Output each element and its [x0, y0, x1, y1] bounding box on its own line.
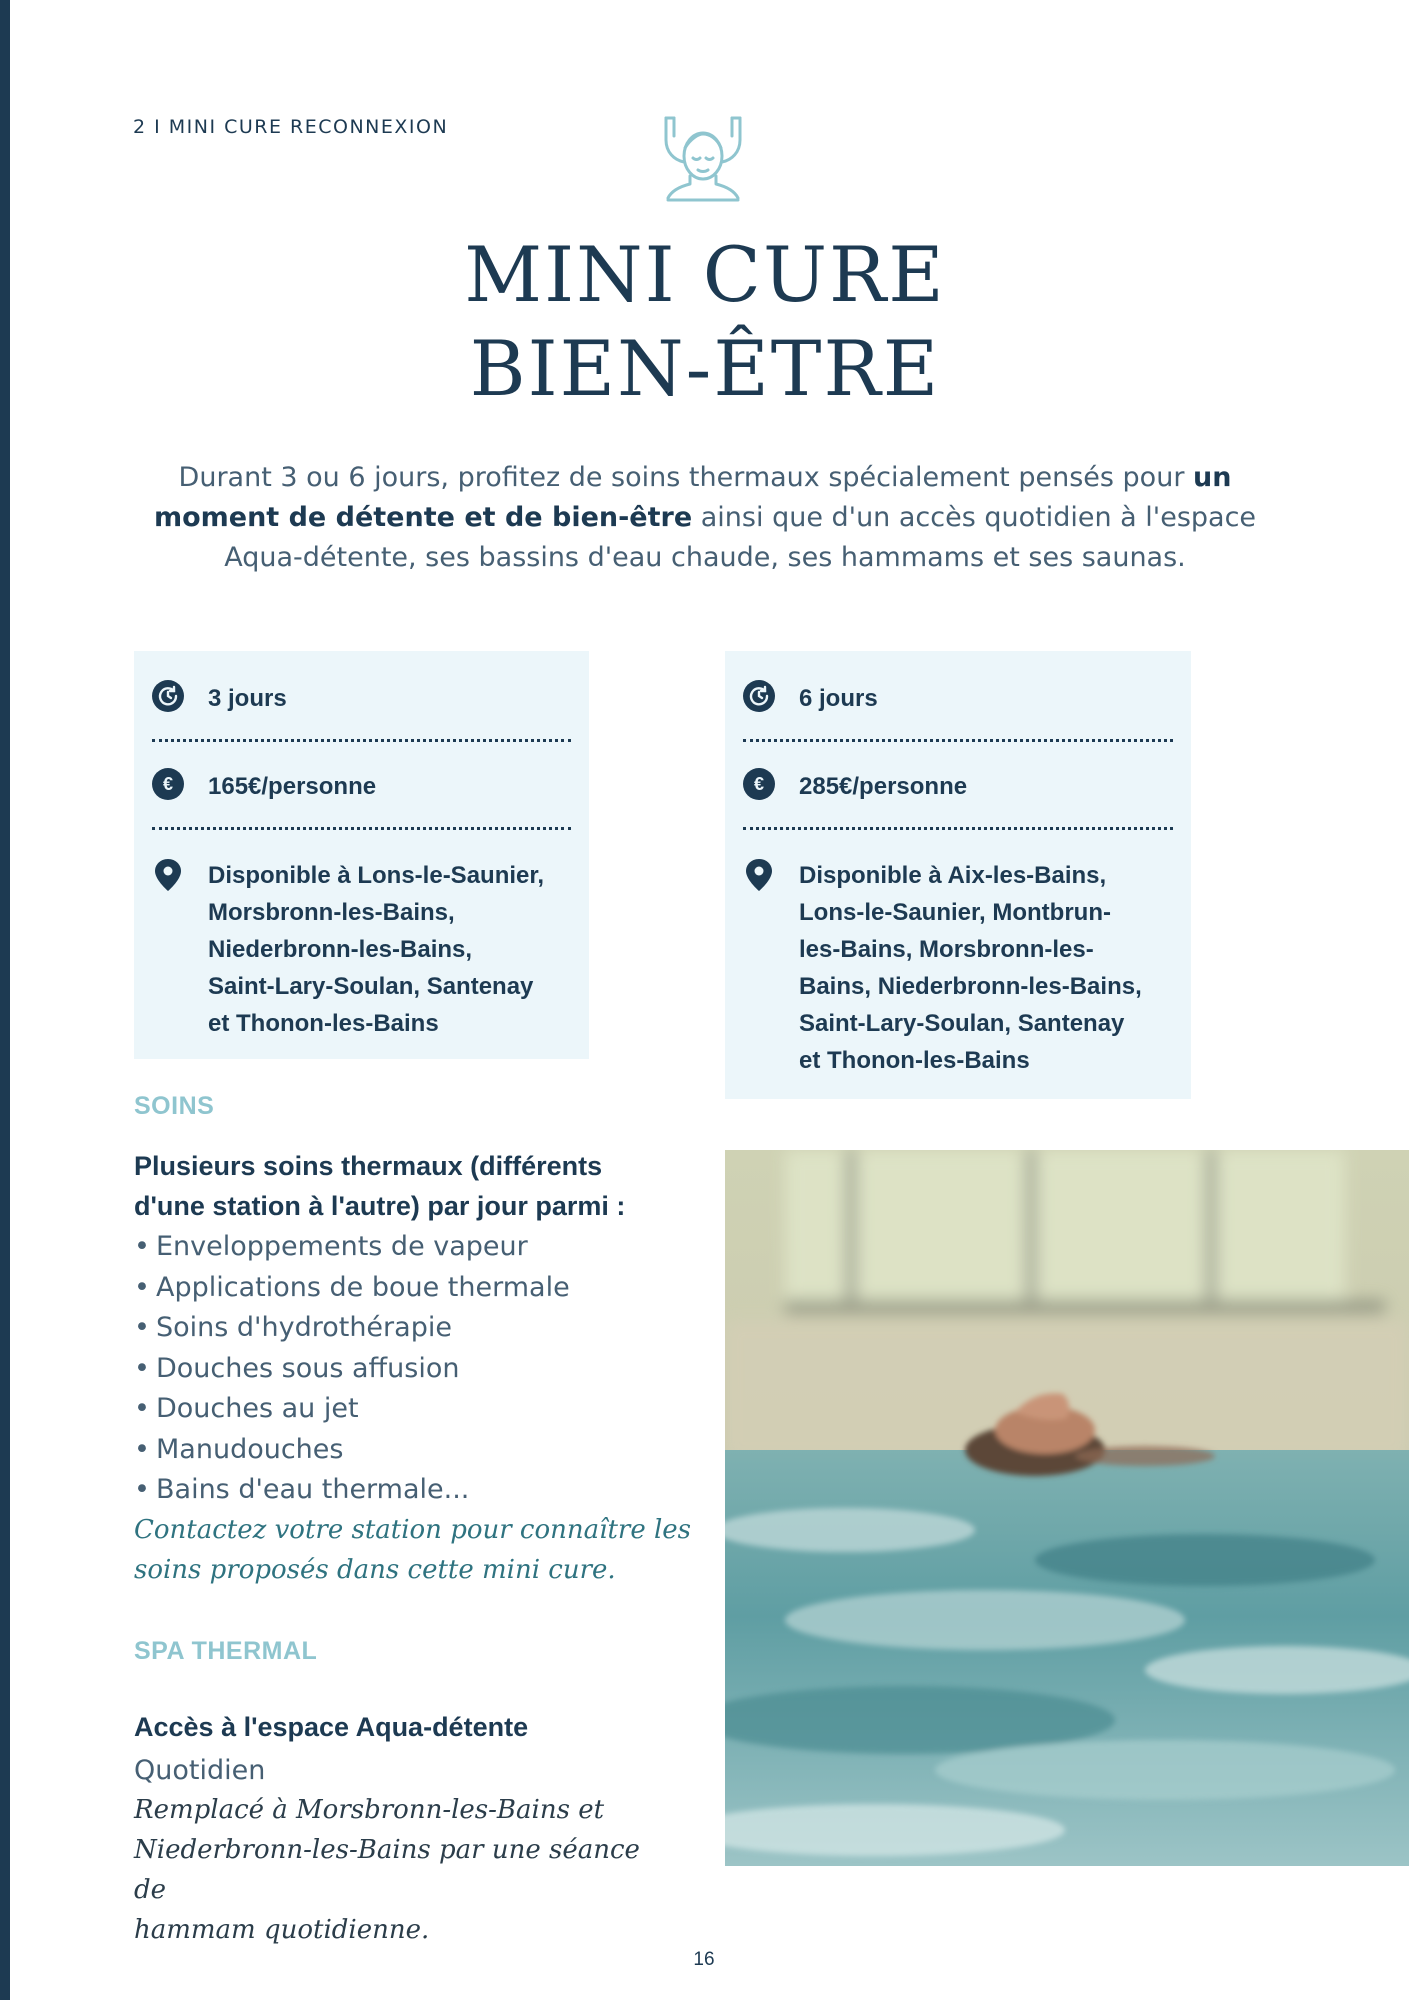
list-item: • Douches au jet: [134, 1389, 570, 1430]
clock-icon: [152, 680, 184, 712]
spa-note: [134, 1790, 654, 1950]
price-label: 285€/personne: [799, 773, 968, 800]
location-line: Saint-Lary-Soulan, Santenay: [208, 973, 534, 1000]
location-line: les-Bains, Morsbronn-les-: [799, 936, 1094, 963]
spa-note-line: hammam quotidienne.: [134, 1915, 430, 1945]
list-item: • Bains d'eau thermale...: [134, 1470, 570, 1511]
duration-row: [743, 680, 1173, 717]
location-text: [799, 857, 1142, 1079]
price-row: [743, 768, 1173, 805]
page-title-line-2: BIEN-ÊTRE: [469, 324, 941, 413]
price-row: [152, 768, 571, 805]
list-item: • Enveloppements de vapeur: [134, 1227, 570, 1268]
location-line: Saint-Lary-Soulan, Santenay: [799, 1010, 1125, 1037]
soins-lead: [134, 1146, 694, 1226]
location-line: Disponible à Aix-les-Bains,: [799, 862, 1107, 889]
dotted-divider: [743, 827, 1173, 830]
location-line: Bains, Niederbronn-les-Bains,: [799, 973, 1142, 1000]
dotted-divider: [152, 827, 571, 830]
spa-frequency: Quotidien: [134, 1755, 266, 1786]
soins-list: [134, 1227, 570, 1511]
location-line: Niederbronn-les-Bains,: [208, 936, 473, 963]
location-line: Morsbronn-les-Bains,: [208, 899, 455, 926]
soins-note: [134, 1510, 691, 1590]
spa-lead: Accès à l'espace Aqua-détente: [134, 1712, 529, 1742]
list-item: • Applications de boue thermale: [134, 1268, 570, 1309]
soins-lead-line: d'une station à l'autre) par jour parmi :: [134, 1191, 626, 1221]
location-line: Lons-le-Saunier, Montbrun-: [799, 899, 1111, 926]
price-label: 165€/personne: [208, 773, 377, 800]
pool-photo: [725, 1150, 1409, 1866]
clock-icon: [743, 680, 775, 712]
page-number: 16: [693, 1949, 715, 1970]
list-item: • Manudouches: [134, 1430, 570, 1471]
list-item: • Soins d'hydrothérapie: [134, 1308, 570, 1349]
location-row: [152, 857, 571, 1042]
duration-row: [152, 680, 571, 717]
soins-lead-line: Plusieurs soins thermaux (différents: [134, 1151, 603, 1181]
offer-card-3-days: [134, 651, 589, 1059]
spa-note-line: Remplacé à Morsbronn-les-Bains et: [134, 1795, 605, 1825]
map-pin-icon: [743, 857, 775, 893]
duration-label: 3 jours: [208, 685, 287, 712]
dotted-divider: [152, 739, 571, 742]
dotted-divider: [743, 739, 1173, 742]
location-text: [208, 857, 544, 1042]
spa-note-line: Niederbronn-les-Bains par une séance de: [134, 1835, 640, 1905]
page-title-line-1: MINI CURE: [464, 230, 946, 319]
location-line: et Thonon-les-Bains: [208, 1010, 439, 1037]
intro-text-after: ainsi que d'un accès quotidien à l'espace Aqua-détente, ses bassins d'eau chaude, ses hammams et ses saunas.: [224, 502, 1257, 573]
page-edge-bar: [0, 0, 10, 2000]
duration-label: 6 jours: [799, 685, 878, 712]
intro-text-bold: un moment de détente et de bien-être: [153, 462, 1232, 533]
soins-heading: SOINS: [134, 1092, 215, 1120]
breadcrumb: 2 I MINI CURE RECONNEXION: [133, 116, 449, 138]
offer-card-6-days: [725, 651, 1191, 1099]
list-item: • Douches sous affusion: [134, 1349, 570, 1390]
location-line: et Thonon-les-Bains: [799, 1047, 1030, 1074]
intro-text-before: Durant 3 ou 6 jours, profitez de soins thermaux spécialement pensés pour: [178, 462, 1193, 493]
map-pin-icon: [152, 857, 184, 893]
pool-photo-illustration: [725, 1150, 1409, 1866]
face-spa-icon: [660, 114, 746, 214]
euro-badge-icon: €: [152, 768, 184, 800]
spa-heading: SPA THERMAL: [134, 1637, 318, 1665]
euro-badge-icon: €: [743, 768, 775, 800]
location-line: Disponible à Lons-le-Saunier,: [208, 862, 545, 889]
intro-paragraph: [150, 458, 1260, 578]
location-row: [743, 857, 1173, 1079]
soins-note-line: Contactez votre station pour connaître les: [134, 1515, 692, 1545]
soins-note-line: soins proposés dans cette mini cure.: [134, 1555, 616, 1585]
